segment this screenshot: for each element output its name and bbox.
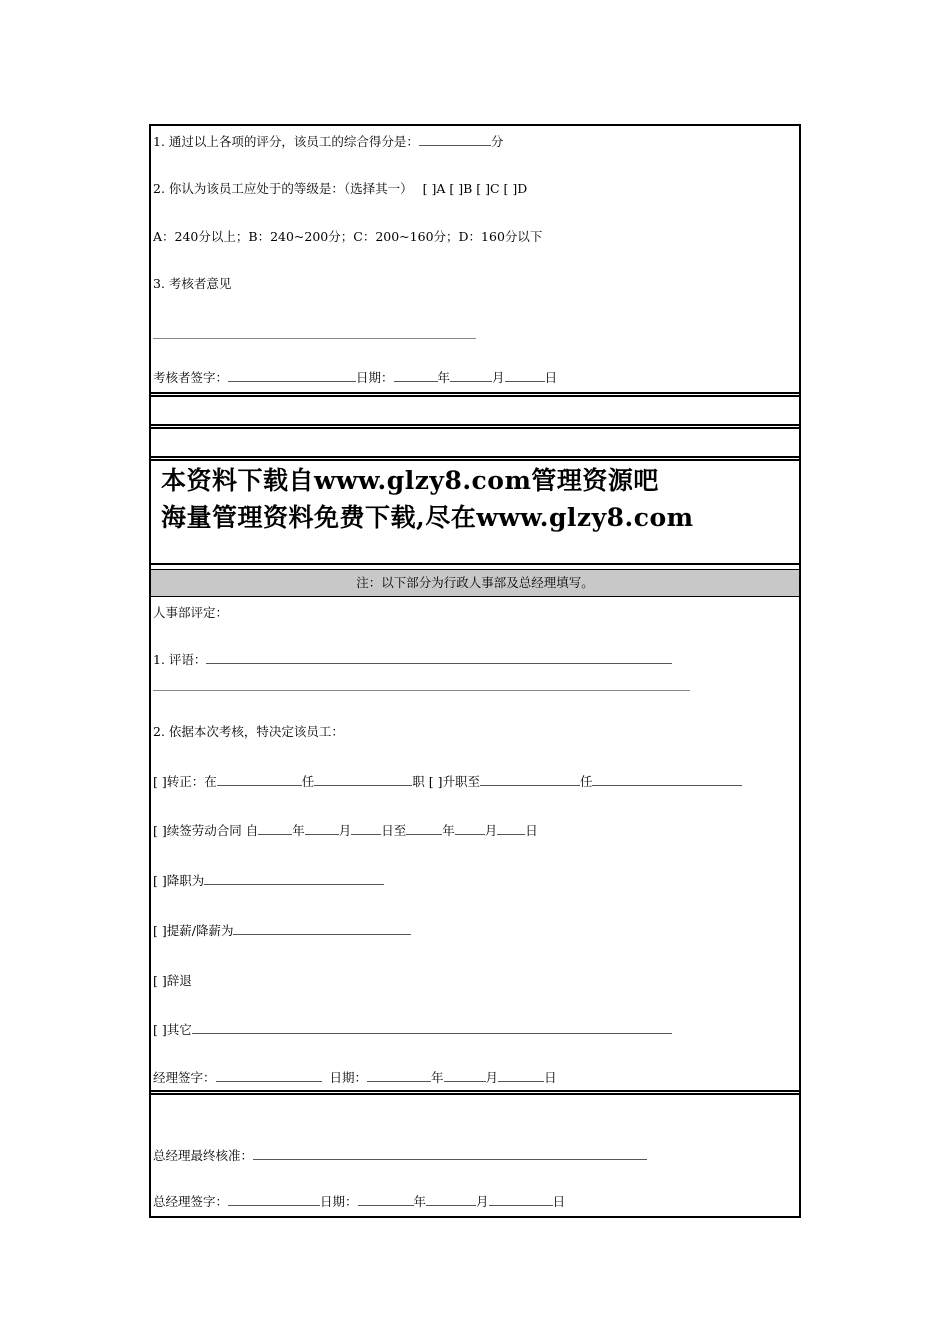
day-label: 日 <box>525 823 538 838</box>
demote-blank[interactable] <box>204 873 384 885</box>
gm-sign-label: 总经理签字： <box>153 1194 229 1209</box>
comment-line-2[interactable] <box>153 690 690 691</box>
score-unit: 分 <box>490 134 504 149</box>
comment-row <box>153 652 672 668</box>
renew-day-blank[interactable] <box>351 823 381 835</box>
confirm-dept-blank[interactable] <box>217 774 302 786</box>
divider <box>151 459 799 461</box>
demote-row <box>153 873 384 889</box>
gm-approve-blank[interactable] <box>253 1148 647 1160</box>
gm-date-label: 日期： <box>320 1194 358 1209</box>
divider <box>151 395 799 397</box>
other-label: [ ]其它 <box>153 1022 192 1037</box>
renew-day2-blank[interactable] <box>497 823 525 835</box>
salary-label: [ ]提薪/降薪为 <box>153 923 234 938</box>
renew-row <box>153 823 538 839</box>
year-label: 年 <box>431 1070 444 1085</box>
renew-month-blank[interactable] <box>305 823 339 835</box>
score-blank[interactable] <box>419 134 491 146</box>
day-to-label: 日至 <box>381 823 407 838</box>
manager-day-blank[interactable] <box>498 1070 544 1082</box>
renew-year-blank[interactable] <box>258 823 292 835</box>
other-row <box>153 1022 672 1038</box>
reviewer-year-blank[interactable] <box>394 370 438 382</box>
day-label: 日 <box>544 370 558 385</box>
dismiss-option[interactable]: [ ]辞退 <box>153 973 192 988</box>
hr-title: 人事部评定： <box>153 605 229 620</box>
year-label: 年 <box>442 823 455 838</box>
manager-date-label: 日期： <box>329 1070 368 1085</box>
manager-month-blank[interactable] <box>444 1070 486 1082</box>
month-label: 月 <box>485 1070 499 1085</box>
score-question-label: 1. 通过以上各项的评分，该员工的综合得分是： <box>153 134 419 149</box>
grade-legend: A：240分以上；B：240~200分；C：200~160分；D：160分以下 <box>153 229 543 244</box>
promote-ren-label: 任 <box>579 774 593 789</box>
gm-sign-row <box>153 1194 565 1210</box>
gm-year-blank[interactable] <box>358 1194 414 1206</box>
comment-blank[interactable] <box>206 652 672 664</box>
grade-question <box>153 181 527 197</box>
reviewer-date-label: 日期： <box>356 370 394 385</box>
divider <box>151 1090 799 1092</box>
banner-line-1: 本资料下载自www.glzy8.com管理资源吧 <box>161 466 659 495</box>
divider <box>151 1093 799 1095</box>
salary-blank[interactable] <box>233 923 411 935</box>
comment-label: 1. 评语： <box>153 652 207 667</box>
renew-month2-blank[interactable] <box>455 823 485 835</box>
banner-line-2: 海量管理资料免费下载,尽在www.glzy8.com <box>161 503 694 532</box>
reviewer-day-blank[interactable] <box>505 370 545 382</box>
form-frame <box>149 124 801 1218</box>
divider <box>151 563 799 565</box>
reviewer-sign-label: 考核者签字： <box>153 370 229 385</box>
divider <box>151 456 799 458</box>
renew-year2-blank[interactable] <box>406 823 442 835</box>
salary-row <box>153 923 411 939</box>
year-label: 年 <box>292 823 305 838</box>
grade-options[interactable]: [ ]A [ ]B [ ]C [ ]D <box>422 181 528 196</box>
note-bar: 注：以下部分为行政人事部及总经理填写。 <box>151 569 799 597</box>
decision-label: 2. 依据本次考核，特决定该员工： <box>153 724 344 739</box>
divider <box>151 427 799 429</box>
grade-question-label: 2. 你认为该员工应处于的等级是：（选择其一） <box>153 181 413 196</box>
promote-post-blank[interactable] <box>592 774 742 786</box>
day-label: 日 <box>544 1070 557 1085</box>
confirm-row <box>153 774 742 790</box>
divider <box>151 392 799 394</box>
gm-sign-blank[interactable] <box>228 1194 320 1206</box>
manager-sign-row <box>153 1070 557 1086</box>
year-label: 年 <box>437 370 451 385</box>
other-blank[interactable] <box>192 1022 672 1034</box>
gm-day-blank[interactable] <box>489 1194 553 1206</box>
month-label: 月 <box>484 823 498 838</box>
gm-approve-row <box>153 1148 647 1164</box>
confirm-ren-label: 任 <box>301 774 315 789</box>
divider <box>151 424 799 426</box>
renew-label: [ ]续签劳动合同 自 <box>153 823 259 838</box>
reviewer-sign-row <box>153 370 557 386</box>
year-label: 年 <box>413 1194 427 1209</box>
reviewer-sign-blank[interactable] <box>228 370 356 382</box>
promote-dept-blank[interactable] <box>480 774 580 786</box>
confirm-label: [ ]转正：在 <box>153 774 217 789</box>
month-label: 月 <box>338 823 352 838</box>
reviewer-opinion-label: 3. 考核者意见 <box>153 276 232 291</box>
gm-month-blank[interactable] <box>426 1194 476 1206</box>
gm-approve-label: 总经理最终核准： <box>153 1148 254 1163</box>
day-label: 日 <box>552 1194 566 1209</box>
demote-label: [ ]降职为 <box>153 873 205 888</box>
reviewer-month-blank[interactable] <box>450 370 492 382</box>
manager-year-blank[interactable] <box>367 1070 431 1082</box>
month-label: 月 <box>476 1194 489 1209</box>
manager-sign-label: 经理签字： <box>153 1070 216 1085</box>
opinion-line[interactable] <box>153 338 476 339</box>
confirm-post-blank[interactable] <box>314 774 412 786</box>
month-label: 月 <box>492 370 505 385</box>
score-question <box>153 134 503 150</box>
manager-sign-blank[interactable] <box>216 1070 322 1082</box>
promote-label: 职 [ ]升职至 <box>412 774 480 789</box>
